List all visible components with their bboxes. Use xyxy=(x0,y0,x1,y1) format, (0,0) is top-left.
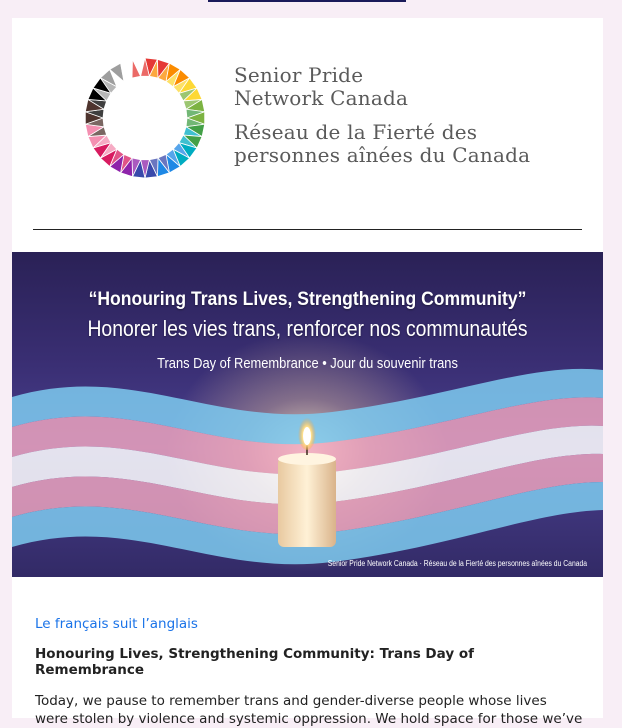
logo-area xyxy=(12,18,603,230)
view-in-browser-link[interactable] xyxy=(208,0,406,2)
newsletter-card xyxy=(12,18,603,727)
header-divider xyxy=(33,229,582,230)
logo-name-en-line2: Network Canada xyxy=(234,86,409,110)
french-follows-link[interactable]: Le français suit l’anglais xyxy=(35,616,198,632)
banner-footer: Senior Pride Network Canada · Réseau de la Fierté des personnes aînées du Canada xyxy=(327,559,587,568)
logo-name-fr-line2: personnes aînées du Canada xyxy=(234,143,531,167)
top-link-bar xyxy=(0,0,622,18)
article-body: Today, we pause to remember trans and gender-diverse people whose lives were stolen by violence and systemic oppression. We hold space for those we’ve xyxy=(35,693,583,727)
banner-day-line: Trans Day of Remembrance • Jour du souvenir trans xyxy=(157,355,458,372)
newsletter-content xyxy=(35,616,583,728)
rainbow-ring-logo-icon xyxy=(82,55,208,181)
banner-title: “Honouring Trans Lives, Strengthening Community” xyxy=(88,288,527,310)
banner-subtitle: Honorer les vies trans, renforcer nos communautés xyxy=(87,316,528,341)
logo-name-en-line1: Senior Pride xyxy=(234,63,364,87)
logo-name-fr-line1: Réseau de la Fierté des xyxy=(234,120,478,144)
logo-text xyxy=(234,64,530,167)
tdor-banner-image xyxy=(12,252,603,577)
article-heading: Honouring Lives, Strengthening Community: Trans Day of Remembrance xyxy=(35,646,474,678)
